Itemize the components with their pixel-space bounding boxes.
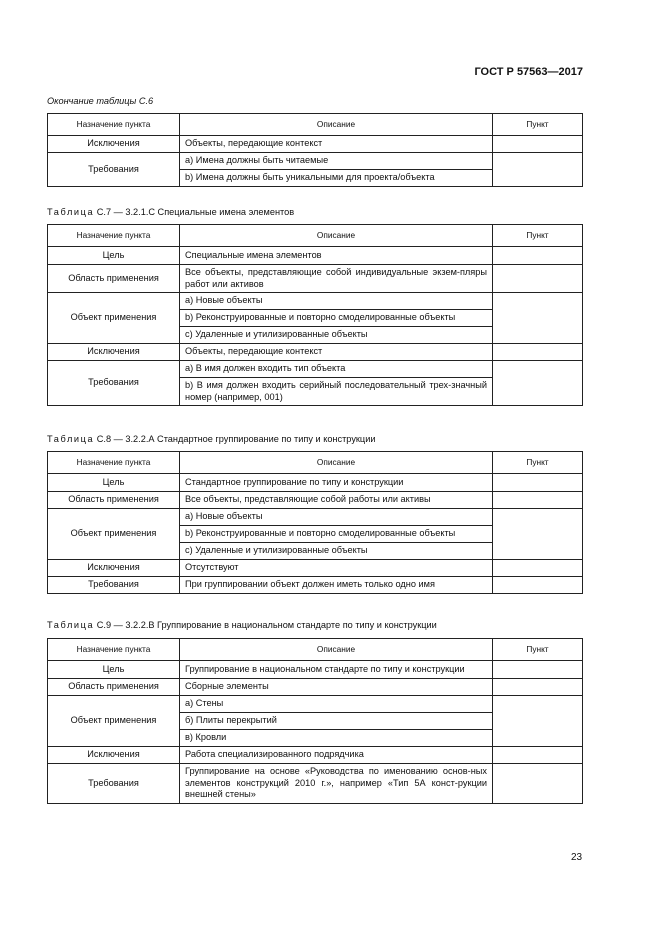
row-item xyxy=(493,293,583,344)
row-desc: b) Реконструированные и повторно смоделированные объекты xyxy=(180,310,493,327)
row-name: Исключения xyxy=(48,344,180,361)
row-desc: а) Стены xyxy=(180,696,493,713)
row-name: Область применения xyxy=(48,492,180,509)
row-item xyxy=(493,474,583,492)
table-caption-label: Таблица xyxy=(47,207,95,217)
row-name: Объект применения xyxy=(48,293,180,344)
row-item xyxy=(493,679,583,696)
row-name: Объект применения xyxy=(48,509,180,560)
table-caption-text: С.8 — 3.2.2.А Стандартное группирование по типу и конструкции xyxy=(96,434,376,444)
row-item xyxy=(493,344,583,361)
row-desc: a) В имя должен входить тип объекта xyxy=(180,361,493,378)
row-item xyxy=(493,696,583,747)
row-desc: Группирование в национальном стандарте по типу и конструкции xyxy=(180,661,493,679)
table-caption xyxy=(47,620,437,630)
row-desc: c) Удаленные и утилизированные объекты xyxy=(180,327,493,344)
row-desc: Специальные имена элементов xyxy=(180,247,493,265)
table-caption xyxy=(47,434,375,444)
row-desc: При группировании объект должен иметь только одно имя xyxy=(180,577,493,594)
row-item xyxy=(493,265,583,293)
row-desc: c) Удаленные и утилизированные объекты xyxy=(180,543,493,560)
row-desc: Работа специализированного подрядчика xyxy=(180,747,493,764)
row-name: Исключения xyxy=(48,560,180,577)
table-caption-text: С.7 — 3.2.1.С Специальные имена элементов xyxy=(96,207,295,217)
row-item xyxy=(493,247,583,265)
row-desc: б) Плиты перекрытий xyxy=(180,713,493,730)
row-item xyxy=(493,661,583,679)
row-name: Цель xyxy=(48,247,180,265)
row-name: Требования xyxy=(48,577,180,594)
row-desc: b) Имена должны быть уникальными для проекта/объекта xyxy=(180,170,493,187)
row-name: Область применения xyxy=(48,679,180,696)
row-name: Цель xyxy=(48,474,180,492)
row-desc: Стандартное группирование по типу и конструкции xyxy=(180,474,493,492)
row-item xyxy=(493,560,583,577)
table-caption-label: Таблица xyxy=(47,620,95,630)
row-name: Исключения xyxy=(48,136,180,153)
column-header-name: Назначение пункта xyxy=(48,225,180,247)
row-desc: b) В имя должен входить серийный последовательный трех-значный номер (например, 001) xyxy=(180,378,493,406)
row-item xyxy=(493,577,583,594)
row-desc: a) Новые объекты xyxy=(180,293,493,310)
row-desc: b) Реконструированные и повторно смоделированные объекты xyxy=(180,526,493,543)
column-header-item: Пункт xyxy=(493,114,583,136)
row-name: Требования xyxy=(48,361,180,406)
table-caption-label: Таблица xyxy=(47,434,95,444)
table-c9 xyxy=(47,638,583,804)
row-name: Требования xyxy=(48,153,180,187)
row-desc: a) Имена должны быть читаемые xyxy=(180,153,493,170)
column-header-name: Назначение пункта xyxy=(48,452,180,474)
column-header-desc: Описание xyxy=(180,225,493,247)
column-header-name: Назначение пункта xyxy=(48,639,180,661)
row-item xyxy=(493,361,583,406)
column-header-item: Пункт xyxy=(493,452,583,474)
column-header-desc: Описание xyxy=(180,639,493,661)
row-desc: Группирование на основе «Руководства по именованию основ-ных элементов конструкций 2010 г.», например «Тип 5А конст-рукции внешней стены» xyxy=(180,764,493,804)
row-item xyxy=(493,764,583,804)
column-header-name: Назначение пункта xyxy=(48,114,180,136)
column-header-desc: Описание xyxy=(180,114,493,136)
row-desc: Отсутствуют xyxy=(180,560,493,577)
table-c8 xyxy=(47,451,583,594)
row-name: Исключения xyxy=(48,747,180,764)
column-header-desc: Описание xyxy=(180,452,493,474)
row-name: Объект применения xyxy=(48,696,180,747)
table-caption-text: С.9 — 3.2.2.В Группирование в национальном стандарте по типу и конструкции xyxy=(96,620,437,630)
row-item xyxy=(493,747,583,764)
column-header-item: Пункт xyxy=(493,225,583,247)
row-name: Область применения xyxy=(48,265,180,293)
row-name: Цель xyxy=(48,661,180,679)
row-desc: Объекты, передающие контекст xyxy=(180,136,493,153)
row-desc: Все объекты, представляющие собой индивидуальные экзем-пляры работ или активов xyxy=(180,265,493,293)
row-item xyxy=(493,136,583,153)
row-item xyxy=(493,492,583,509)
table-c7 xyxy=(47,224,583,406)
row-desc: в) Кровли xyxy=(180,730,493,747)
row-desc: Все объекты, представляющие собой работы или активы xyxy=(180,492,493,509)
table-c6 xyxy=(47,113,583,187)
row-item xyxy=(493,153,583,187)
row-item xyxy=(493,509,583,560)
row-desc: Сборные элементы xyxy=(180,679,493,696)
row-desc: a) Новые объекты xyxy=(180,509,493,526)
table-caption xyxy=(47,207,294,217)
row-desc: Объекты, передающие контекст xyxy=(180,344,493,361)
row-name: Требования xyxy=(48,764,180,804)
column-header-item: Пункт xyxy=(493,639,583,661)
table-caption: Окончание таблицы С.6 xyxy=(47,96,154,106)
page-number: 23 xyxy=(571,852,583,863)
document-header: ГОСТ Р 57563—2017 xyxy=(474,66,583,78)
